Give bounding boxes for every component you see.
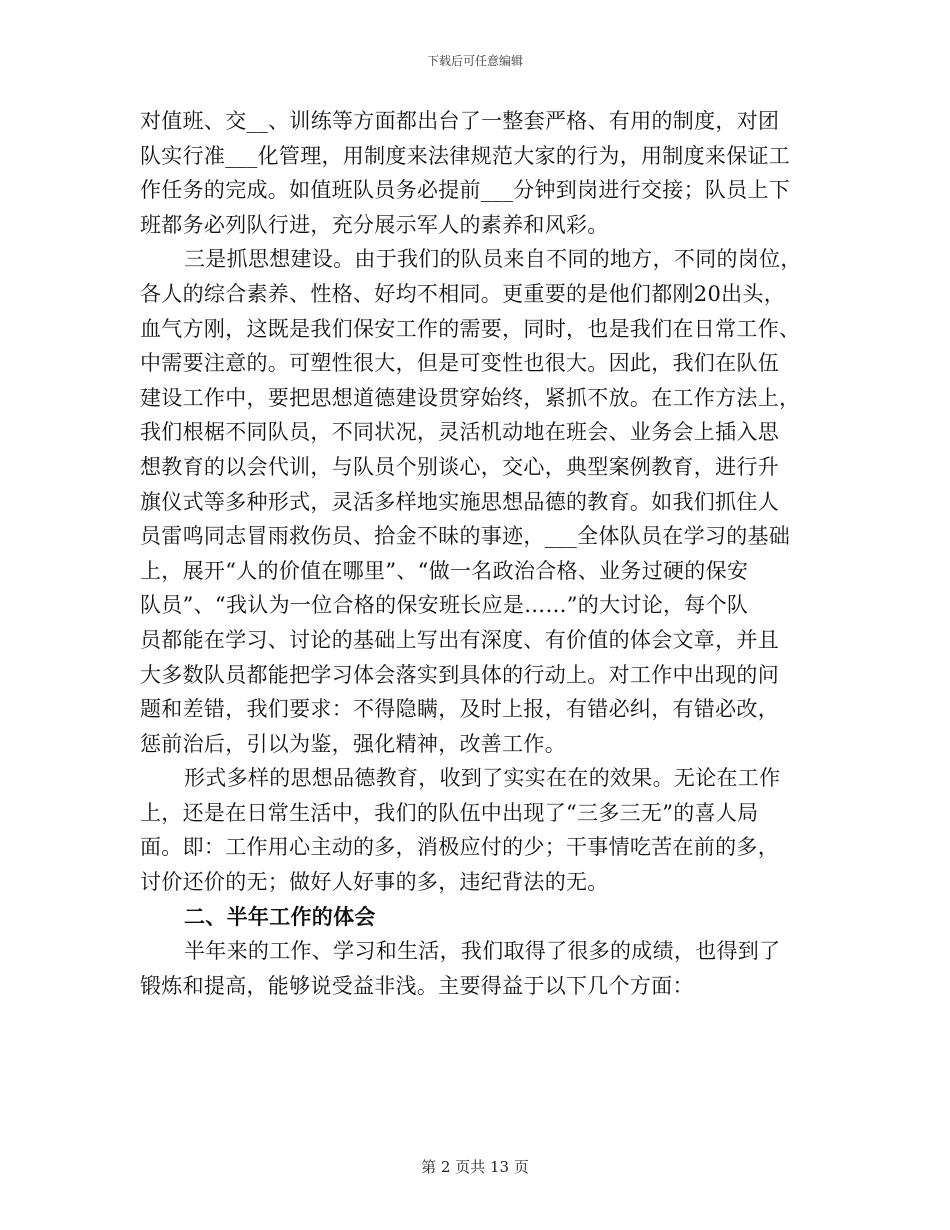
body-line: 建设工作中，要把思想道德建设贯穿始终，紧抓不放。在工作方法上，	[140, 385, 801, 410]
paragraph-start: 半年来的工作、学习和生活，我们取得了很多的成绩，也得到了	[184, 939, 781, 964]
body-line: 惩前治后，引以为鉴，强化精神，改善工作。	[140, 731, 566, 756]
body-line: 讨价还价的无；做好人好事的多，违纪背法的无。	[140, 870, 609, 895]
body-line: 我们根椐不同队员，不同状况，灵活机动地在班会、业务会上插入思	[140, 420, 779, 445]
body-line: 大多数队员都能把学习体会落实到具体的行动上。对工作中出现的问	[140, 662, 779, 687]
body-line: 血气方刚，这既是我们保安工作的需要，同时，也是我们在日常工作、	[140, 316, 801, 341]
page-number: 第 2 页共 13 页	[421, 1158, 529, 1176]
body-line: 队员”、“我认为一位合格的保安班长应是……”的大讨论，每个队	[140, 593, 749, 618]
body-line: 队实行准___化管理，用制度来法律规范大家的行为，用制度来保证工	[140, 143, 791, 168]
document-body	[140, 104, 820, 1003]
body-line: 作任务的完成。如值班队员务必提前___分钟到岗进行交接；队员上下	[140, 178, 791, 203]
body-line: 想教育的以会代训，与队员个别谈心，交心，典型案例教育，进行升	[140, 454, 779, 479]
section-heading: 二、半年工作的体会	[184, 904, 376, 929]
paragraph-start: 三是抓思想建设。由于我们的队员来自不同的地方，不同的岗位，	[184, 247, 802, 272]
body-line: 旗仪式等多种形式，灵活多样地实施思想品德的教育。如我们抓住人	[140, 489, 779, 514]
page-header-note: 下载后可任意编辑	[426, 54, 523, 68]
paragraph-start: 形式多样的思想品德教育，收到了实实在在的效果。无论在工作	[184, 766, 781, 791]
body-line: 中需要注意的。可塑性很大，但是可变性也很大。因此，我们在队伍	[140, 351, 779, 376]
body-line: 题和差错，我们要求：不得隐瞒，及时上报，有错必纠，有错必改，	[140, 697, 779, 722]
body-line: 各人的综合素养、性格、好均不相同。更重要的是他们都刚20出头，	[140, 281, 786, 306]
body-line: 上，展开“人的价值在哪里”、“做一名政治合格、业务过硬的保安	[140, 558, 749, 583]
body-line: 上，还是在日常生活中，我们的队伍中出现了“三多三无”的喜人局	[140, 800, 759, 825]
body-line: 员都能在学习、讨论的基础上写出有深度、有价值的体会文章，并且	[140, 627, 779, 652]
body-line: 面。即：工作用心主动的多，消极应付的少；干事情吃苦在前的多，	[140, 835, 779, 860]
body-line: 员雷鸣同志冒雨救伤员、拾金不昧的事迹，___全体队员在学习的基础	[140, 524, 791, 549]
body-line: 班都务必列队行进，充分展示军人的素养和风彩。	[140, 212, 609, 237]
body-line: 锻炼和提高，能够说受益非浅。主要得益于以下几个方面：	[140, 973, 694, 998]
body-line: 对值班、交__、训练等方面都出台了一整套严格、有用的制度，对团	[140, 109, 780, 133]
